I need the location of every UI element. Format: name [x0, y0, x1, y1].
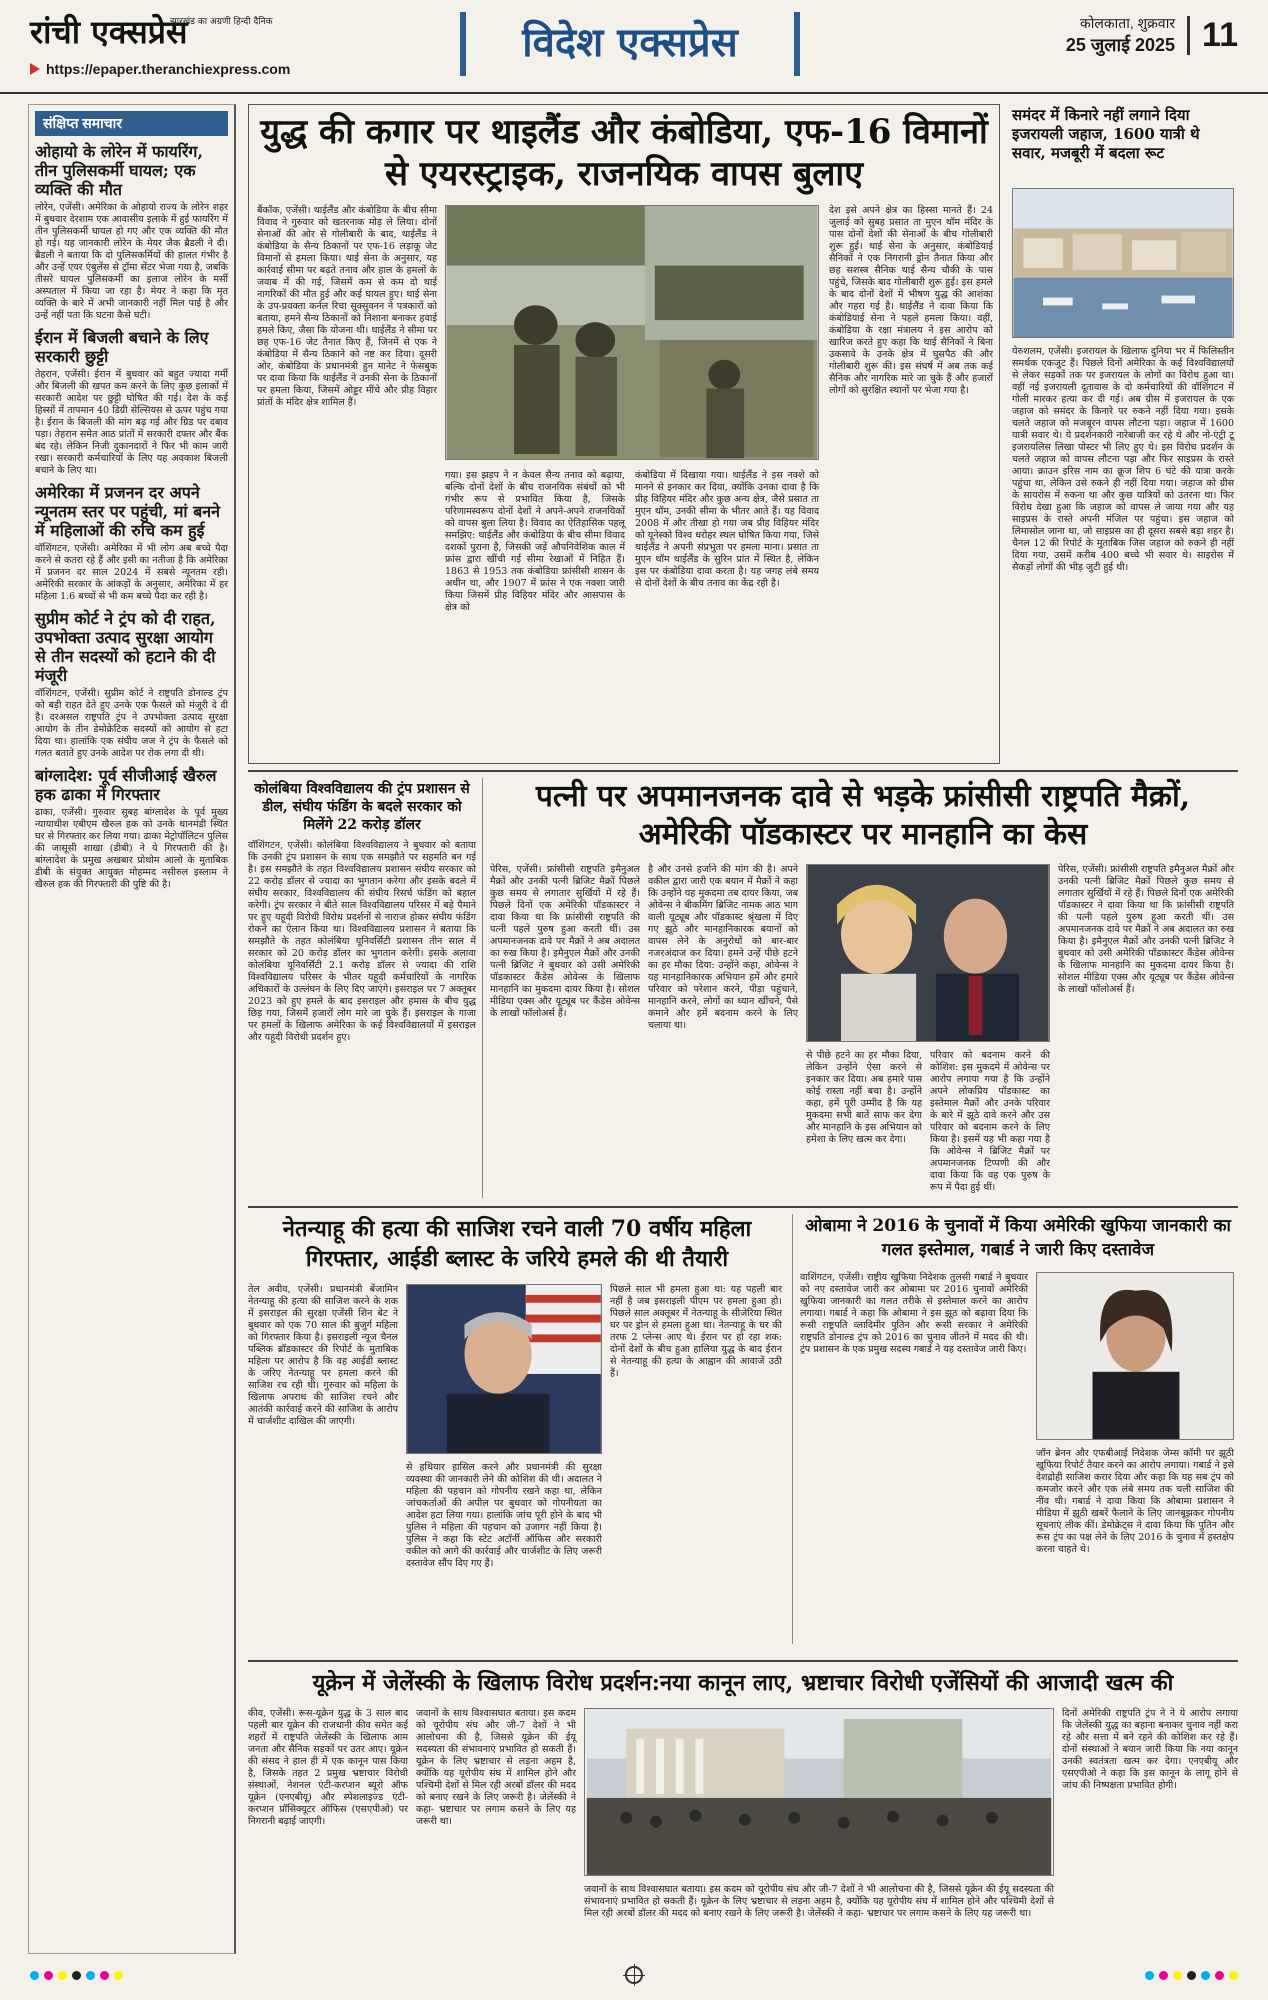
columbia-story [248, 778, 476, 1214]
color-dot [58, 1971, 67, 1980]
ukraine-story [248, 1668, 1238, 1954]
story-column: जवानों के साथ विश्वासघात बताया। इस कदम को यूरोपीय संघ और जी-7 देशों ने भी आलोचना की है, जिससे यूक्रेन की ईयू सदस्यता की संभावनाएं प्रभावित हो सकती हैं। यूक्रेन के लिए भ्रष्टाचार से लड़ना अहम है, क्योंकि यह यूरोपीय संघ में शामिल होने और पश्चिमी देशों से मिल रही अरबों डॉलर की मदद को बनाए रखने के लिए जरूरी है। जेलेंस्की ने कहा- भ्रष्टाचार पर लगाम कसने के लिए यह जरूरी था। [584, 1884, 1054, 1919]
color-dot [1145, 1971, 1154, 1980]
story-column: गया। इस झड़प ने न केवल सैन्य तनाव को बढ़ाया, बल्कि दोनों देशों के बीच राजनयिक संबंधों को भी गंभीर रूप से प्रभावित किया है, जिसके परिणामस्वरूप दोनों देशों ने अपने-अपने राजनयिकों को वापस बुला लिया है। विवाद का ऐतिहासिक पहलू समझिए: थाईलैंड और कंबोडिया के बीच सीमा विवाद दशकों पुराना है, जिसकी जड़ें औपनिवेशिक काल में फ्रांस द्वारा खींची गई सीमा रेखाओं में निहित हैं। 1863 से 1953 तक कंबोडिया फ्रांसीसी शासन के अधीन था, और 1907 में फ्रांस ने एक नक्शा जारी किया जिसमें प्रीह विहियर मंदिर और आसपास के क्षेत्र को [445, 470, 625, 613]
briefs-column [28, 104, 236, 1954]
obama-story [798, 1214, 1238, 1652]
registration-mark-icon [625, 1966, 643, 1984]
story-column: परिवार को बदनाम करने की कोशिश: इस मुकदमे में ओवेन्स पर आरोप लगाया गया है कि उन्होंने अपने लोकप्रिय पॉडकास्ट का इस्तेमाल मैक्रों और उनके परिवार के बारे में झूठे दावे करने और उस परिवार को बदनाम करने के लिए किया है। इसमें यह भी कहा गया है कि ओवेन्स ने ब्रिजिट मैक्रों पर अपमानजनक टिप्पणी की और दावा किया कि वह एक पुरुष के रूप में पैदा हुई थीं। [930, 1050, 1050, 1193]
story-column: वाशिंगटन, एजेंसी। राष्ट्रीय खुफिया निदेशक तुलसी गबार्ड ने बुधवार को नए दस्तावेज जारी कर ओबामा पर 2016 चुनावों अमेरिकी खुफिया जानकारी का गलत तरीके से इस्तेमाल करने का आरोप लगाया। गबार्ड ने कहा कि ओबामा ने इस झूठ को बढ़ावा दिया कि रूसी राष्ट्रपति व्लादिमीर पुतिन और रूसी सरकार ने अमेरिकी राष्ट्रपति डोनाल्ड ट्रंप को 2016 का चुनाव जीतने में मदद की थी। ट्रंप प्रशासन के एक प्रमुख सदस्य गबार्ड ने यह दस्तावेज जारी किए। [800, 1272, 1028, 1355]
brief-body: ढाका, एजेंसी। गुरुवार सुबह बांग्लादेश के पूर्व मुख्य न्यायाधीश एबीएम खैरुल हक को उनके धानमंडी स्थित घर से गिरफ्तार कर लिया गया। ढाका मेट्रोपॉलिटन पुलिस की जासूसी शाखा (डीबी) ने ये गिरफ्तारी की है। बांग्लादेश के प्रमुख अखबार प्रोथोम आलो के मुताबिक डीबी के संयुक्त आयुक्त मोहम्मद नसीरुल इस्लाम ने खैरुल हक की गिरफ्तारी की पुष्टि की है। [35, 807, 228, 890]
protest-photo [584, 1708, 1054, 1876]
brief-item [35, 328, 228, 477]
color-dot [1173, 1971, 1182, 1980]
epaper-url-text[interactable]: https://epaper.theranchiexpress.com [46, 61, 291, 77]
story-column: कंबोडिया में दिखाया गया। थाईलैंड ने इस नक्शे को मानने से इनकार कर दिया, क्योंकि उनका दावा है कि प्रीह विहियर मंदिर और कुछ अन्य क्षेत्र, जैसे प्रसात ता मुएन थॉम, उनकी सीमा के भीतर आते हैं। यह विवाद 2008 में और तीखा हो गया जब प्रीह विहियर मंदिर को यूनेस्को विश्व धरोहर स्थल घोषित किया गया, जिसे थाईलैंड ने अपनी संप्रभुता पर हमला माना। प्रसात ता मुएन थॉम थाईलैंड के सुरिन प्रांत में स्थित है, लेकिन इस पर कंबोडिया दावा करता है। यह जगह लंबे समय से दोनों देशों के बीच तनाव का केंद्र रही है। [635, 470, 819, 589]
story-column: पेरिस, एजेंसी। फ्रांसीसी राष्ट्रपति इमैनुअल मैक्रों और उनकी पत्नी ब्रिजिट मैक्रों पिछले कुछ समय से लगातार सुर्खियों में रहे हैं। पिछले दिनों एक अमेरिकी पॉडकास्टर ने दावा किया था कि फ्रांसीसी राष्ट्रपति की पत्नी पहले पुरुष हुआ करती थीं। उस अपमानजनक दावे पर मैक्रों ने अब अदालत का रुख किया है। इमैनुएल मैक्रों और उनकी पत्नी ब्रिजिट ने बुधवार को उसी अमेरिकी पॉडकास्टर कैंडेस ओवेन्स के खिलाफ मानहानि का मुकदमा दायर किया है। सोशल मीडिया एक्स और यूट्यूब पर कैंडेस ओवेन्स के लाखों फॉलोअर्स हैं। [490, 864, 640, 1019]
story-column: जवानों के साथ विश्वासघात बताया। इस कदम को यूरोपीय संघ और जी-7 देशों ने भी आलोचना की है, जिससे यूक्रेन की ईयू सदस्यता की संभावनाएं प्रभावित हो सकती हैं। यूक्रेन के लिए भ्रष्टाचार से लड़ना अहम है, क्योंकि यह यूरोपीय संघ में शामिल होने और पश्चिमी देशों से मिल रही अरबों डॉलर की मदद को बनाए रखने के लिए जरूरी है। जेलेंस्की ने कहा- भ्रष्टाचार पर लगाम कसने के लिए यह जरूरी था। [416, 1708, 576, 1827]
harbor-photo [1012, 188, 1234, 338]
masthead-left [30, 10, 350, 77]
column-rule [792, 1214, 793, 1644]
column-rule [482, 778, 483, 1198]
brief-title: ईरान में बिजली बचाने के लिए सरकारी छुट्टी [35, 328, 209, 366]
brief-body: लोरेन, एजेंसी। अमेरिका के ओहायो राज्य के लोरेन शहर में बुधवार देरशाम एक आवासीय इलाके में हुई फायरिंग में तीन पुलिसकर्मी घायल हो गए और एक व्यक्ति की मौत हो गई। यह जानकारी लोरेन के मेयर जैक ब्रैडली ने दी। ब्रैडली ने बताया कि दो पुलिसकर्मियों की हालत गंभीर है और उन्हें एयर एंबुलेंस से ट्रॉमा सेंटर भेजा गया है, जबकि तीसरे घायल पुलिसकर्मी का इलाज लोरेन के मर्सी अस्पताल में किया जा रहा है। मेयर ने कहा कि मृत व्यक्ति के बारे में अभी जानकारी नहीं मिल पाई है और उन्हें नहीं पता कि घटना कैसे घटी। [35, 202, 228, 321]
color-dot [1201, 1971, 1210, 1980]
story-column: दिनों अमेरिकी राष्ट्रपति ट्रंप ने ने ये आरोप लगाया कि जेलेंस्की युद्ध का बहाना बनाकर चुनाव नहीं करा रहे और सत्ता में बने रहने की कोशिश कर रहे हैं। दोनों संस्थाओं ने बयान जारी किया कि नया कानून उनकी स्वतंत्रता खत्म कर देगा। एनएबीयू और एसएपीओ ने कहा कि इस कानून के लागू होने से जांच की निष्पक्षता प्रभावित होगी। [1062, 1708, 1238, 1791]
gabbard-photo [1036, 1272, 1234, 1440]
color-dots-left [30, 1971, 123, 1980]
briefs-header: संक्षिप्त समाचार [35, 111, 228, 136]
section-divider [248, 1206, 1238, 1208]
story-headline: कोलंबिया विश्वविद्यालय की ट्रंप प्रशासन से डील, संघीय फंडिंग के बदले सरकार को मिलेंगे 22 करोड़ डॉलर [254, 781, 470, 833]
color-dot [30, 1971, 39, 1980]
section-title: विदेश एक्सप्रेस [522, 19, 738, 66]
newspaper-logo: रांची एक्सप्रेस [30, 13, 188, 51]
brief-title: सुप्रीम कोर्ट ने ट्रंप को दी राहत, उपभोक्ता उत्पाद सुरक्षा आयोग से तीन सदस्यों को हटाने की दी मंजूरी [35, 609, 216, 685]
story-column: पिछले साल भी हमला हुआ था: यह पहली बार नहीं है जब इसराइली पीएम पर हमला हुआ हो। पिछले साल अक्तूबर में नेतन्याहू के सीजेरिया स्थित घर पर ड्रोन से हमला हुआ था। नेतन्याहू के घर की तरफ 2 प्लेन्स आए थे। ईरान पर हो रहा शक: दोनों देशों के बीच हुआ हालिया युद्ध के बाद ईरान से नेतन्याहू की हत्या के आह्वान की आवाजें उठी हैं। [610, 1284, 782, 1379]
main-headline: युद्ध की कगार पर थाइलैंड और कंबोडिया, एफ-16 विमानों से एयरस्ट्राइक, राजनयिक वापस बुलाए [260, 112, 988, 194]
story-column: है और उनसे हर्जाने की मांग की है। अपने वकील द्वारा जारी एक बयान में मैक्रों ने कहा कि उन्होंने यह मुकदमा तब दायर किया, जब ओवेन्स ने बीकमिंग ब्रिजिट नामक आठ भाग वाली यूट्यूब और पॉडकास्ट श्रृंखला में दिए गए झूठे और मानहानिकारक बयानों को वापस लेने के अनुरोधों को बार-बार नजरअंदाज कर दिया। हमने उन्हें पीछे हटने का हर मौका दिया: उन्होंने कहा, ओवेन्स ने यह मानहानिकारक अभियान हमें और हमारे परिवार को परेशान करने, पीड़ा पहुंचाने, मानहानि करने, लोगों का ध्यान खींचने, पैसे कमाने और हमें बदनाम करने के लिए चलाया था। [648, 864, 798, 1031]
netanyahu-story [248, 1214, 786, 1652]
netanyahu-photo [406, 1284, 602, 1454]
story-headline: यूक्रेन में जेलेंस्की के खिलाफ विरोध प्रदर्शन:नया कानून लाए, भ्रष्टाचार विरोधी एजेंसियों की आजादी खत्म की [312, 1670, 1174, 1696]
story-headline: पत्नी पर अपमानजनक दावे से भड़के फ्रांसीसी राष्ट्रपति मैक्रों, अमेरिकी पॉडकास्टर पर मानहानि का केस [535, 779, 1191, 852]
story-headline: समंदर में किनारे नहीं लगाने दिया इजरायली जहाज, 1600 यात्री थे सवार, मजबूरी में बदला रूट [1012, 106, 1200, 162]
color-dot [44, 1971, 53, 1980]
story-column: जॉन ब्रेनन और एफबीआई निदेशक जेम्स कॉमी पर झूठी खुफिया रिपोर्ट तैयार करने का आरोप लगाया। गबार्ड ने इसे देशद्रोही साजिश करार दिया और कहा कि यह सब ट्रंप को कमजोर करने और एक लंबे समय तक चली साजिश की नींव थी। गबार्ड ने दावा किया कि ओबामा प्रशासन ने मीडिया में झूठी खबरें फैलाने के लिए जानबूझकर गोपनीय सूचनाएं लीक कीं। डेमोक्रेट्स ने दावा किया कि पुतिन और रूस ट्रंप का पक्ष लेने के लिए 2016 के चुनाव में हस्तक्षेप करना चाहते थे। [1036, 1448, 1234, 1555]
story-body: येरुशलम, एजेंसी। इजरायल के खिलाफ दुनिया भर में फिलिस्तीन समर्थक एकजुट हैं। पिछले दिनों अमेरिका के कई विश्वविद्यालयों से लेकर सड़कों तक पर इजरायल के लोगों का विरोध हुआ था। वहीं नई इजरायली दूतावास के दो कर्मचारियों की वॉशिंगटन में गोली मारकर हत्या कर दी गई। अब ग्रीस में इजरायल के एक जहाज को समंदर के किनारे पर रुकने नहीं दिया गया। इसके चलते जहाज को मजबूरन वापस लौटना पड़ा। जहाज में 1600 यात्री सवार थे। ये प्रदर्शनकारी नारेबाजी कर रहे थे और नो-एंट्री टू इजरायलिस लिखा पोस्टर भी लिए हुए थे। इस विरोध प्रदर्शन के चलते जहाज को वापस लौटना पड़ा और फिर साइप्रस के रास्ते आया। क्राउन इरिस नाम का क्रूज शिप 6 घंटे की यात्रा करके पहुंचा था, लेकिन उसे रुकने ही नहीं दिया गया। जहाज को ग्रीस के सायरोस में रुकना था और कुछ यात्रियों को उतरना था। फिर विरोध देखा हुआ कि जहाज को वापस ले जाया गया और यह साइप्रस के रास्ते अपनी मंजिल पर पहुंचा। इस जहाज को लिमासोल जाना था, जो साइप्रस का ही दूसरा सबसे बड़ा शहर है। चैनल 12 की रिपोर्ट के मुताबिक जिस जहाज को रुकने ही नहीं दिया गया, उसमें करीब 400 बच्चे भी सवार थे। साइरोस में सैकड़ों लोगों की भीड़ जुटी हुई थी। [1012, 346, 1234, 573]
city-day: कोलकाता, शुक्रवार [1080, 15, 1176, 31]
color-dot [86, 1971, 95, 1980]
main-story [248, 104, 1000, 764]
brief-item [35, 766, 228, 891]
color-dot [1187, 1971, 1196, 1980]
story-column: देश इसे अपने क्षेत्र का हिस्सा मानते हैं। 24 जुलाई को सुबह प्रसात ता मुएन थॉम मंदिर के पास दोनों देशों की सेनाओं के बीच गोलीबारी शुरू हुई। थाई सेना के अनुसार, कंबोडियाई सैनिकों ने एक निगरानी ड्रोन तैनात किया और छह सशस्त्र सैनिक थाई सैन्य चौकी के पास पहुंचे, जिसके बाद गोलीबारी शुरू हुई। इस हमले के बाद दोनों देशों में भीषण युद्ध की आशंका और गहरा गई है। थाईलैंड ने दावा किया कि कंबोडियाई सेना ने पहले हमला किया। वहीं, कंबोडिया के रक्षा मंत्रालय ने इस आरोप को खारिज करते हुए कहा कि थाई सैनिकों ने बिना उकसावे के उनके क्षेत्र में घुसपैठ की और गोलीबारी शुरू की। इस संघर्ष में अब तक कई सैनिक और नागरिक मारे जा चुके हैं और हजारों लोगों को सुरक्षित स्थानों पर भेजा गया है। [829, 205, 993, 396]
story-column: से पीछे हटने का हर मौका दिया, लेकिन उन्होंने ऐसा करने से इनकार कर दिया। अब हमारे पास कोई रास्ता नहीं बचा है। उन्होंने कहा, हमें पूरी उम्मीद है कि यह मुकदमा सभी बातें साफ कर देगा और मानहानि के इस अभियान को हमेशा के लिए खत्म कर देगा। [806, 1050, 922, 1145]
epaper-url[interactable] [30, 61, 350, 77]
issue-date: 25 जुलाई 2025 [1065, 35, 1176, 55]
newspaper-tagline: झारखंड का अग्रणी हिन्दी दैनिक [170, 17, 273, 27]
color-dot [1159, 1971, 1168, 1980]
print-registration-strip [30, 1962, 1238, 1988]
color-dots-right [1145, 1971, 1238, 1980]
story-headline: नेतन्याहू की हत्या की साजिश रचने वाली 70 वर्षीय महिला गिरफ्तार, आईडी ब्लास्ट के जरिये हमले की थी तैयारी [282, 1216, 752, 1272]
brief-title: बांग्लादेश: पूर्व सीजीआई खैरुल हक ढाका में गिरफ्तार [35, 766, 217, 804]
macron-couple-photo [806, 864, 1050, 1042]
brief-body: वॉशिंगटन, एजेंसी। अमेरिका में भी लोग अब बच्चे पैदा करने से कतरा रहे हैं और इसी का नतीजा है कि अमेरिका में प्रजनन दर साल 2024 में सबसे न्यूनतम रही। अमेरिकी सरकार के आंकड़ों के अनुसार, अमेरिका में हर महिला 1.6 बच्चों से भी कम बच्चे पैदा कर रही है। [35, 543, 228, 602]
color-dot [1215, 1971, 1224, 1980]
brief-title: अमेरिका में प्रजनन दर अपने न्यूनतम स्तर पर पहुंची, मां बनने में महिलाओं की रुचि कम हुई [35, 483, 221, 540]
masthead [0, 0, 1268, 94]
brief-body: वॉशिंगटन, एजेंसी। सुप्रीम कोर्ट ने राष्ट्रपति डोनाल्ड ट्रंप को बड़ी राहत देते हुए उनके एक फैसले को मंजूरी दे दी है। दरअसल राष्ट्रपति ट्रंप ने उपभोक्ता उत्पाद सुरक्षा आयोग के तीन डेमोक्रेटिक सदस्यों को आयोग से हटा दिया था। हालांकि एक संघीय जज ने ट्रंप के फैसले को गलत बताते हुए उनके आदेश पर रोक लगा दी थी। [35, 688, 228, 759]
story-column: से हथियार हासिल करने और प्रधानमंत्री की सुरक्षा व्यवस्था की जानकारी लेने की कोशिश की थी। अदालत ने महिला की पहचान को गोपनीय रखने कहा था, लेकिन जांचकर्ताओं की अपील पर बुधवार को गोपनीयता का आदेश हटा लिया गया। हालांकि जांच पूरी होने के बाद भी पुलिस ने महिला की पहचान को उजागर नहीं किया है। पुलिस ने कहा कि स्टेट अटॉर्नी ऑफिस और सरकारी वकील को आगे की कार्रवाई और चार्जशीट के लिए जरूरी दस्तावेज सौंप दिए गए हैं। [406, 1462, 602, 1569]
macron-story [488, 778, 1238, 1198]
story-column: कीव, एजेंसी। रूस-यूक्रेन युद्ध के 3 साल बाद पहली बार यूक्रेन की राजधानी कीव समेत कई शहरों में राष्ट्रपति जेलेंस्की के खिलाफ आम जनता और सैनिक सड़कों पर उतर आए। यूक्रेन की संसद ने हाल ही में एक कानून पास किया है, जिसके तहत 2 प्रमुख भ्रष्टाचार विरोधी संस्थाओं, नेशनल एंटी-करप्शन ब्यूरो ऑफ यूक्रेन (एनएबीयू) और स्पेशलाइज्ड एंटी-करप्शन प्रॉसिक्यूटर ऑफिस (एसएपीओ) पर निगरानी बढ़ाई जाएगी। [248, 1708, 408, 1827]
arrow-right-icon [30, 63, 40, 75]
israel-ship-story [1008, 104, 1238, 764]
color-dot [1229, 1971, 1238, 1980]
section-banner [460, 12, 800, 76]
color-dot [72, 1971, 81, 1980]
story-column: पेरिस, एजेंसी। फ्रांसीसी राष्ट्रपति इमैनुअल मैक्रों और उनकी पत्नी ब्रिजिट मैक्रों पिछले कुछ समय से लगातार सुर्खियों में रहे हैं। पिछले दिनों एक अमेरिकी पॉडकास्टर ने दावा किया था कि फ्रांसीसी राष्ट्रपति की पत्नी पहले पुरुष हुआ करती थीं। उस अपमानजनक दावे पर मैक्रों ने अब अदालत का रुख किया है। इमैनुएल मैक्रों और उनकी पत्नी ब्रिजिट ने बुधवार को उसी अमेरिकी पॉडकास्टर कैंडेस ओवेन्स के खिलाफ मानहानि का मुकदमा दायर किया है। सोशल मीडिया एक्स और यूट्यूब पर कैंडेस ओवेन्स के लाखों फॉलोअर्स हैं। [1058, 864, 1234, 995]
soldiers-photo [445, 205, 819, 460]
section-divider [248, 1660, 1238, 1662]
page-number: 11 [1187, 16, 1238, 55]
section-divider [248, 770, 1238, 772]
masthead-right [1066, 14, 1238, 57]
brief-title: ओहायो के लोरेन में फायरिंग, तीन पुलिसकर्मी घायल; एक व्यक्ति की मौत [35, 142, 204, 199]
brief-item [35, 142, 228, 322]
brief-body: तेहरान, एजेंसी। ईरान में बुधवार को बहुत ज्यादा गर्मी और बिजली की खपत कम करने के लिए कुछ इलाकों में सरकारी आदेश पर छुट्टी घोषित की गई। देश के कई हिस्सों में तापमान 40 डिग्री सेल्सियस से ऊपर पहुंच गया है। ईरान के बिजली की मांग बढ़ गई और ग्रिड पर दबाव पड़ा। तेहरान समेत आठ प्रांतों में सरकारी दफ्तर और बैंक बंद रहे। लेकिन निजी दुकानदारों ने फिर भी काम जारी रखा। सरकारी कर्मचारियों के लिए यह अवकाश बिजली बचाने के लिए था। [35, 369, 228, 476]
story-body: वॉशिंगटन, एजेंसी। कोलंबिया विश्वविद्यालय ने बुधवार को बताया कि उनकी ट्रंप प्रशासन के साथ एक समझौते पर सहमति बन गई है। इस समझौते के तहत विश्वविद्यालय प्रशासन संघीय सरकार को 22 करोड़ डॉलर से ज्यादा का भुगतान करेगा और इसके बदले में संघीय सरकार, विश्वविद्यालय की संघीय रिसर्च फंडिंग को बहाल करेगी। ट्रंप सरकार ने बीते साल विश्वविद्यालय परिसर में बड़े पैमाने पर हुए यहूदी विरोधी विरोध प्रदर्शनों से नाराज होकर संघीय फंडिंग रोकने का ऐलान किया था। विश्वविद्यालय प्रशासन ने बताया कि समझौते के तहत कोलंबिया यूनिवर्सिटी प्रशासन तीन साल में सरकार को 20 करोड़ डॉलर का भुगतान करेगी। इसके अलावा कोलंबिया यूनिवर्सिटी 2.1 करोड़ डॉलर से ज्यादा की राशि विश्वविद्यालय परिसर के भीतर यहूदी कर्मचारियों के नागरिक अधिकारों के उल्लंघन के लिए दिए जाएंगे। इसराइल पर 7 अक्तूबर 2023 को हुए हमले के बाद इसराइल और हमास के बीच युद्ध छिड़ गया, जिसमें हजारों लोग मारे जा चुके हैं। इसराइल के गाजा पर हमलों के खिलाफ अमेरिका के कई विश्वविद्यालयों में इसराइल और यहूदी विरोधी प्रदर्शन हुए। [248, 840, 476, 1043]
brief-item [35, 483, 228, 603]
brief-item [35, 609, 228, 760]
color-dot [100, 1971, 109, 1980]
dateline [1066, 14, 1175, 57]
story-headline: ओबामा ने 2016 के चुनावों में किया अमेरिकी खुफिया जानकारी का गलत इस्तेमाल, गबार्ड ने जारी किए दस्तावेज [805, 1216, 1231, 1260]
story-column: बैंकॉक, एजेंसी। थाईलैंड और कंबोडिया के बीच सीमा विवाद ने गुरुवार को खतरनाक मोड़ ले लिया। दोनों सेनाओं की ओर से गोलीबारी के बाद, थाईलैंड ने कंबोडिया के सैन्य ठिकानों पर एफ-16 लड़ाकू जेट विमानों से हमला किया। थाई सेना के अनुसार, यह कार्रवाई सीमा पर बढ़ते तनाव और हाल के हमलों के जवाब में की गई, जिसमें कम से कम दो थाई नागरिकों की मौत हुई और कई घायल हुए। थाई सेना के उप-प्रवक्ता कर्नल रिचा सुक्सुवनन ने पत्रकारों को बताया, हमने सैन्य ठिकानों को निशाना बनाकर हवाई हमले किए, जैसा कि योजना थी। थाईलैंड ने सीमा पर छह एफ-16 जेट तैनात किए हैं, जिनमें से एक ने कंबोडिया में सैन्य ठिकाने को नष्ट कर दिया। दूसरी ओर, कंबोडिया के प्रधानमंत्री हुन मानेट ने फेसबुक पर दावा किया कि थाईलैंड ने उनकी सेना के ठिकानों पर हमला किया, जिसमें ओड्डर मींचे और प्रीह विहार प्रांतों के मंदिर क्षेत्र शामिल हैं। [257, 205, 437, 408]
color-dot [114, 1971, 123, 1980]
story-column: तेल अवीव, एजेंसी। प्रधानमंत्री बेंजामिन नेतन्याहू की हत्या की साजिश करने के शक में इसराइल की सुरक्षा एजेंसी शिन बेट ने बुधवार को एक 70 साल की बुजुर्ग महिला को गिरफ्तार किया है। इसराइली न्यूज चैनल पब्लिक ब्रॉडकास्टर की रिपोर्ट के मुताबिक महिला पर आरोप है कि वह आईडी ब्लास्ट के जरिए नेतन्याहू पर हमला करने की साजिश रच रही थी। गुरुवार को महिला के खिलाफ अपराध की साजिश रचने और आतंकी कार्रवाई करने की साजिश के आरोप में चार्जशीट दाखिल की जाएगी। [248, 1284, 398, 1427]
